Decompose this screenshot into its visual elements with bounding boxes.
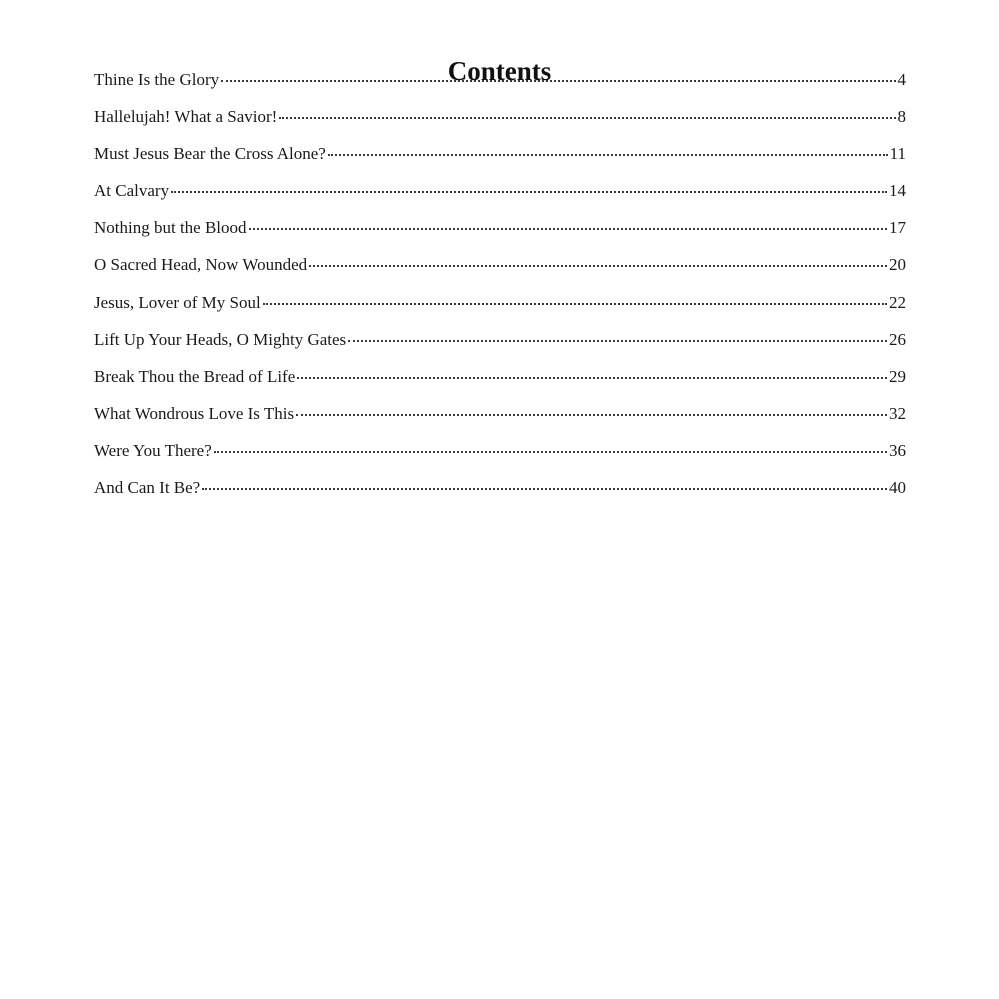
- toc-entry-title: And Can It Be?: [94, 478, 201, 498]
- toc-entry-title: Must Jesus Bear the Cross Alone?: [94, 144, 326, 164]
- toc-entry-page-number: 14: [889, 181, 906, 201]
- toc-entry: [94, 141, 906, 178]
- toc-entry-page-number: 26: [889, 329, 906, 349]
- toc-entry-page-number: 8: [897, 107, 906, 127]
- toc-entry-title: Lift Up Your Heads, O Mighty Gates: [94, 329, 347, 349]
- toc-entry: [94, 438, 906, 475]
- table-of-contents: [94, 67, 906, 512]
- dot-leader: [221, 80, 895, 82]
- toc-entry: [94, 327, 906, 364]
- dot-leader: [297, 377, 887, 379]
- toc-entry: [94, 215, 906, 252]
- toc-entry: [94, 104, 906, 141]
- toc-entry: [94, 475, 906, 512]
- toc-entry-page-number: 22: [889, 292, 906, 312]
- toc-entry-page-number: 40: [889, 478, 906, 498]
- toc-entry-page-number: 20: [889, 255, 906, 275]
- toc-entry-title: Break Thou the Bread of Life: [94, 366, 296, 386]
- toc-entry-title: Thine Is the Glory: [94, 70, 220, 89]
- dot-leader: [202, 488, 887, 490]
- dot-leader: [348, 340, 887, 342]
- toc-entry: [94, 178, 906, 215]
- dot-leader: [279, 117, 895, 119]
- toc-entry-page-number: 29: [889, 366, 906, 386]
- dot-leader: [328, 154, 888, 156]
- toc-entry-title: O Sacred Head, Now Wounded: [94, 255, 308, 275]
- toc-entry-page-number: 32: [889, 403, 906, 423]
- toc-entry-page-number: 17: [889, 218, 906, 238]
- page-title: Contents: [447, 56, 552, 87]
- toc-entry-page-number: 36: [889, 440, 906, 460]
- toc-entry-title: Nothing but the Blood: [94, 218, 247, 238]
- dot-leader: [309, 265, 887, 267]
- toc-entry-title: Hallelujah! What a Savior!: [94, 107, 278, 127]
- toc-entry: [94, 364, 906, 401]
- toc-entry-title: What Wondrous Love Is This: [94, 403, 295, 423]
- dot-leader: [249, 228, 887, 230]
- toc-entry-title: Jesus, Lover of My Soul: [94, 292, 261, 312]
- toc-entry-page-number: 4: [897, 70, 906, 89]
- toc-entry-title: Were You There?: [94, 440, 212, 460]
- toc-entry: [94, 290, 906, 327]
- dot-leader: [263, 303, 887, 305]
- toc-entry-title: At Calvary: [94, 181, 170, 201]
- toc-entry: [94, 252, 906, 289]
- toc-entry: [94, 67, 906, 104]
- dot-leader: [214, 451, 887, 453]
- toc-entry-page-number: 11: [889, 144, 906, 164]
- toc-entry: [94, 401, 906, 438]
- dot-leader: [296, 414, 887, 416]
- dot-leader: [171, 191, 887, 193]
